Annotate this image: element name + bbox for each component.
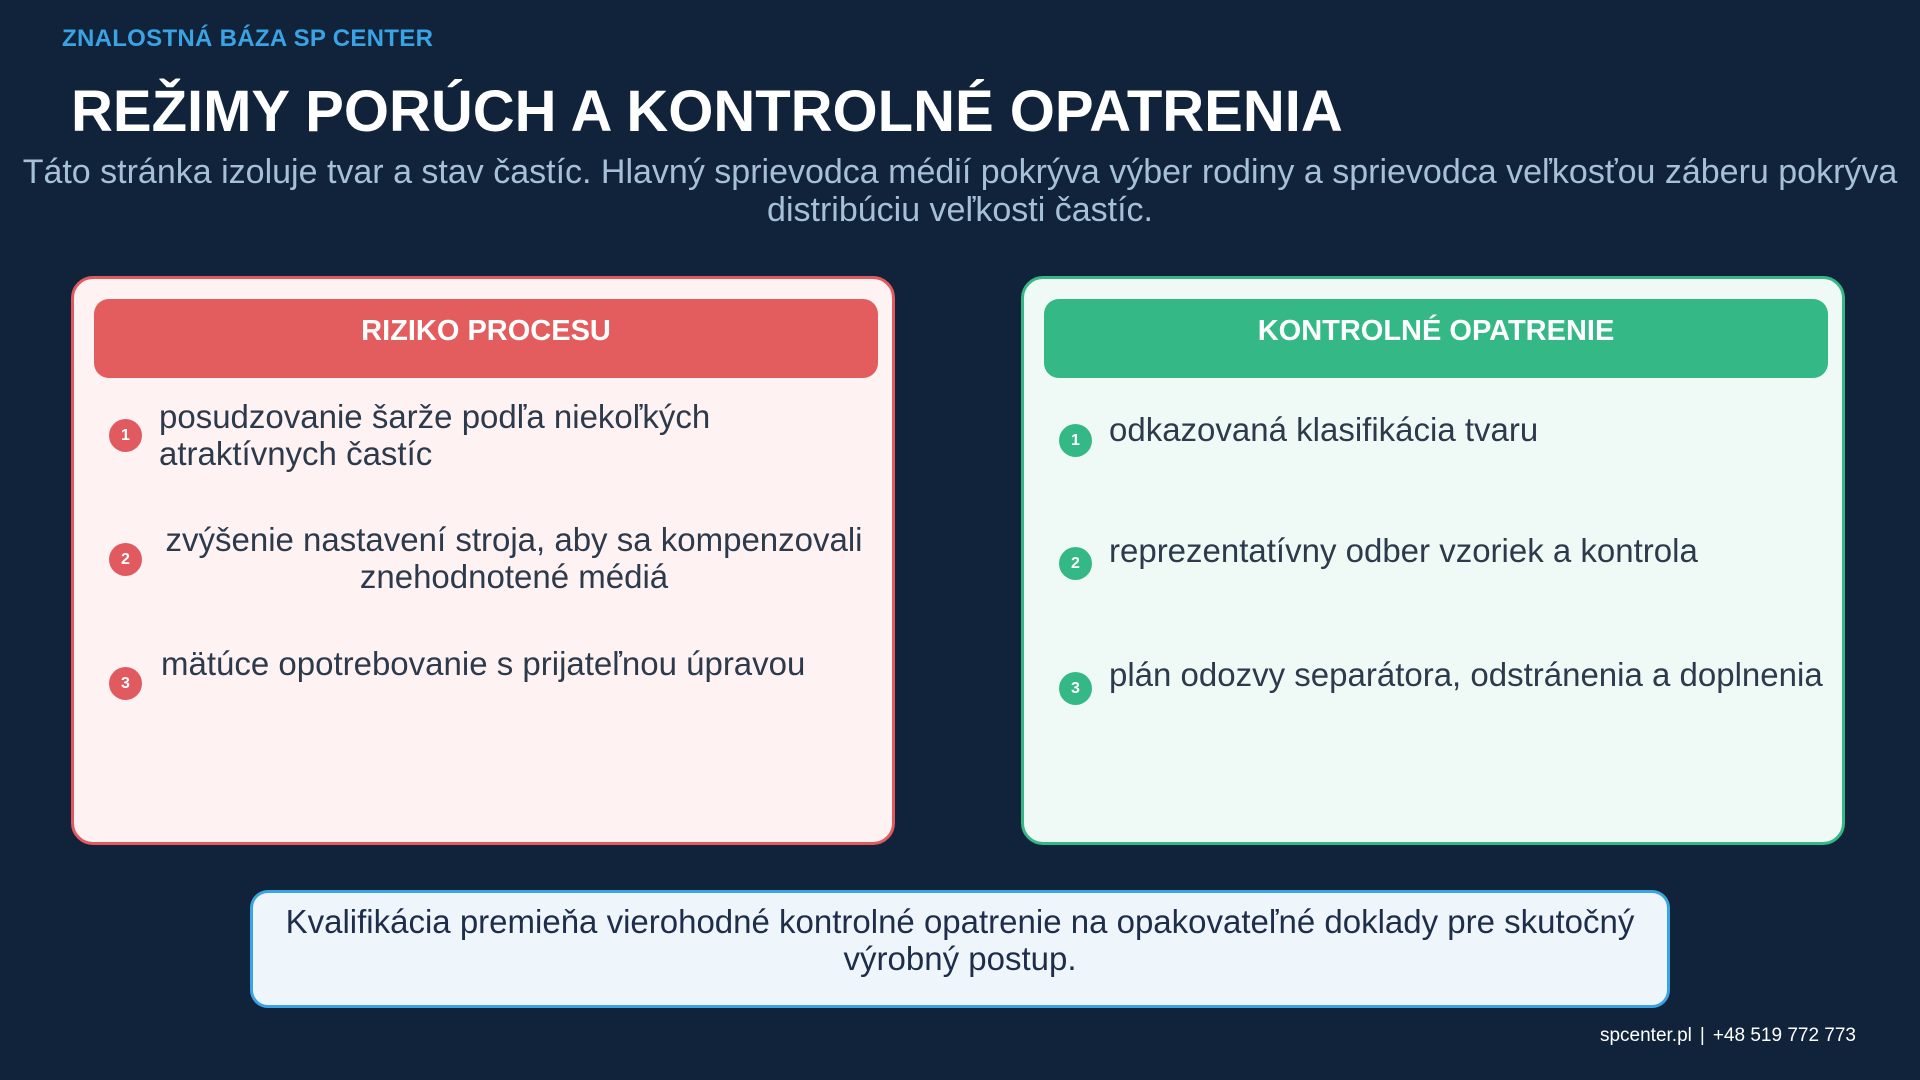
- risk-item-text: mätúce opotrebovanie s prijateľnou úpravou: [161, 645, 806, 682]
- risk-item-3: [109, 641, 869, 721]
- page-title: REŽIMY PORÚCH A KONTROLNÉ OPATRENIA: [71, 79, 1343, 144]
- page-subtitle: Táto stránka izoluje tvar a stav častíc. Hlavný sprievodca médií pokrýva výber rodiny a sprievodca veľkosťou záberu pokrýva distribúciu veľkosti častíc.: [22, 153, 1898, 229]
- number-badge-icon: 2: [1059, 547, 1092, 580]
- control-measure-header: KONTROLNÉ OPATRENIE: [1044, 299, 1828, 378]
- control-item-2: [1059, 528, 1819, 608]
- number-badge-icon: 1: [1059, 424, 1092, 457]
- risk-item-1: [109, 394, 869, 474]
- control-item-1: [1059, 407, 1819, 487]
- control-measure-panel: [1021, 276, 1845, 845]
- control-item-text: plán odozvy separátora, odstránenia a doplnenia: [1109, 656, 1823, 693]
- risk-item-2: [109, 516, 869, 596]
- kicker-label: ZNALOSTNÁ BÁZA SP CENTER: [62, 25, 434, 52]
- control-item-text: reprezentatívny odber vzoriek a kontrola: [1109, 532, 1698, 569]
- qualification-callout: Kvalifikácia premieňa vierohodné kontrolné opatrenie na opakovateľné doklady pre skutočný výrobný postup.: [250, 890, 1670, 1008]
- risk-item-text: zvýšenie nastavení stroja, aby sa kompenzovali znehodnotené médiá: [165, 521, 863, 595]
- process-risk-header: RIZIKO PROCESU: [94, 299, 878, 378]
- footer-contact: [1600, 1025, 1856, 1047]
- number-badge-icon: 1: [109, 419, 142, 452]
- footer-website[interactable]: spcenter.pl: [1599, 1025, 1692, 1046]
- risk-item-text: posudzovanie šarže podľa niekoľkých atraktívnych častíc: [159, 398, 711, 472]
- control-item-text: odkazovaná klasifikácia tvaru: [1109, 411, 1539, 448]
- number-badge-icon: 3: [109, 667, 142, 700]
- footer-separator: |: [1699, 1025, 1705, 1046]
- number-badge-icon: 3: [1059, 672, 1092, 705]
- process-risk-panel: [71, 276, 895, 845]
- control-item-3: [1059, 653, 1823, 733]
- footer-phone[interactable]: +48 519 772 773: [1712, 1025, 1856, 1046]
- number-badge-icon: 2: [109, 543, 142, 576]
